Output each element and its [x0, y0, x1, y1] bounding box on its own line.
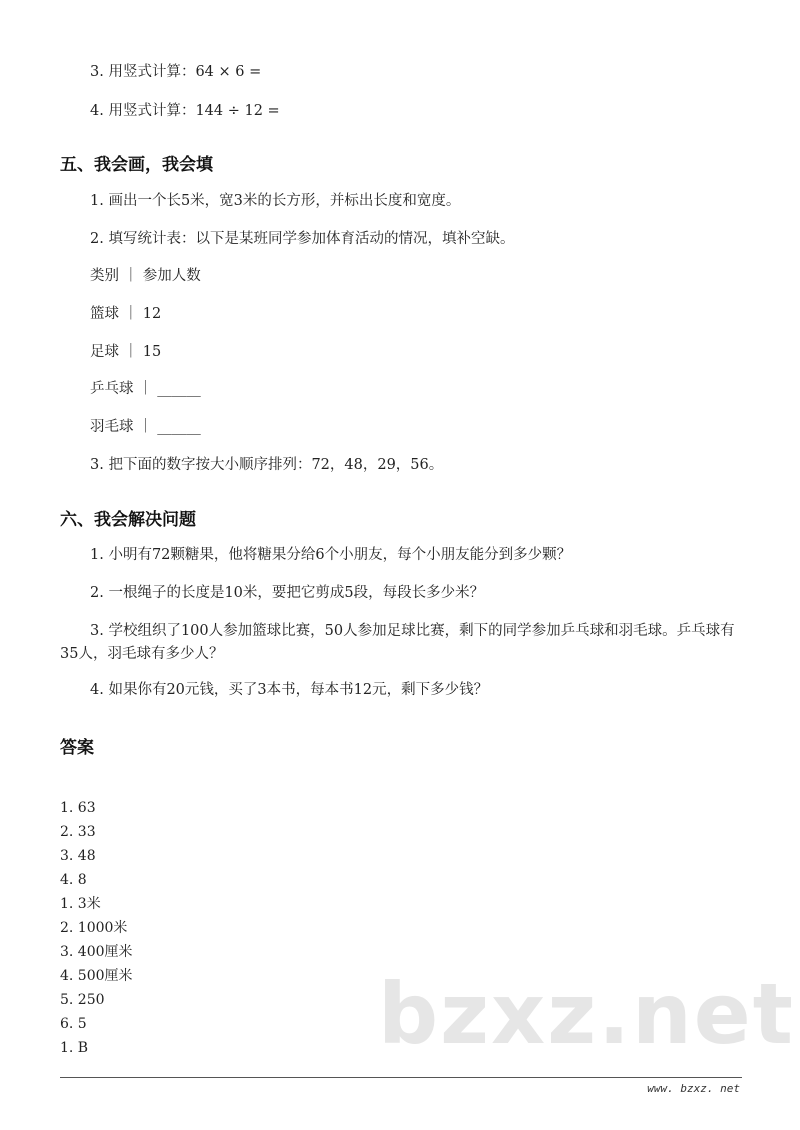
footer-divider	[60, 1077, 742, 1078]
answer-item: 1. 3米	[60, 896, 101, 912]
answer-item: 6. 5	[60, 1016, 87, 1032]
footer-url: www. bzxz. net	[647, 1082, 740, 1095]
section-6-heading: 六、我会解决问题	[60, 510, 196, 530]
section-5-question-3: 3. 把下面的数字按大小顺序排列：72，48，29，56。	[90, 457, 444, 473]
section-5-heading: 五、我会画，我会填	[60, 155, 213, 175]
stats-table-row-pingpong: 乒乓球 ｜ ______	[90, 381, 201, 397]
answer-item: 4. 500厘米	[60, 968, 133, 984]
answer-item: 2. 33	[60, 824, 96, 840]
answers-list	[60, 796, 133, 1060]
calc-item-4: 4. 用竖式计算：144 ÷ 12 =	[90, 103, 280, 119]
answer-item: 4. 8	[60, 872, 87, 888]
stats-table-row-basketball: 篮球 ｜ 12	[90, 306, 162, 322]
watermark: bzxz.net	[378, 965, 795, 1063]
stats-table-row-football: 足球 ｜ 15	[90, 344, 162, 360]
section-6-question-3: 3. 学校组织了100人参加篮球比赛，50人参加足球比赛，剩下的同学参加乒乓球和羽毛球。乒乓球有35人，羽毛球有多少人？	[60, 623, 735, 662]
section-6-question-2: 2. 一根绳子的长度是10米，要把它剪成5段，每段长多少米？	[90, 585, 485, 601]
answer-item: 3. 48	[60, 848, 96, 864]
calc-item-3: 3. 用竖式计算：64 × 6 =	[90, 64, 262, 80]
section-5-question-1: 1. 画出一个长5米，宽3米的长方形，并标出长度和宽度。	[90, 193, 461, 209]
section-6-question-4: 4. 如果你有20元钱，买了3本书，每本书12元，剩下多少钱？	[90, 682, 489, 698]
answer-item: 5. 250	[60, 992, 105, 1008]
section-5-question-2: 2. 填写统计表：以下是某班同学参加体育活动的情况，填补空缺。	[90, 231, 515, 247]
answer-item: 1. B	[60, 1040, 89, 1056]
answer-item: 3. 400厘米	[60, 944, 133, 960]
answer-item: 2. 1000米	[60, 920, 128, 936]
stats-table-row-badminton: 羽毛球 ｜ ______	[90, 419, 201, 435]
stats-table-header: 类别 ｜ 参加人数	[90, 268, 201, 284]
answer-item: 1. 63	[60, 800, 96, 816]
answers-heading: 答案	[60, 738, 94, 758]
section-6-question-1: 1. 小明有72颗糖果，他将糖果分给6个小朋友，每个小朋友能分到多少颗？	[90, 547, 572, 563]
